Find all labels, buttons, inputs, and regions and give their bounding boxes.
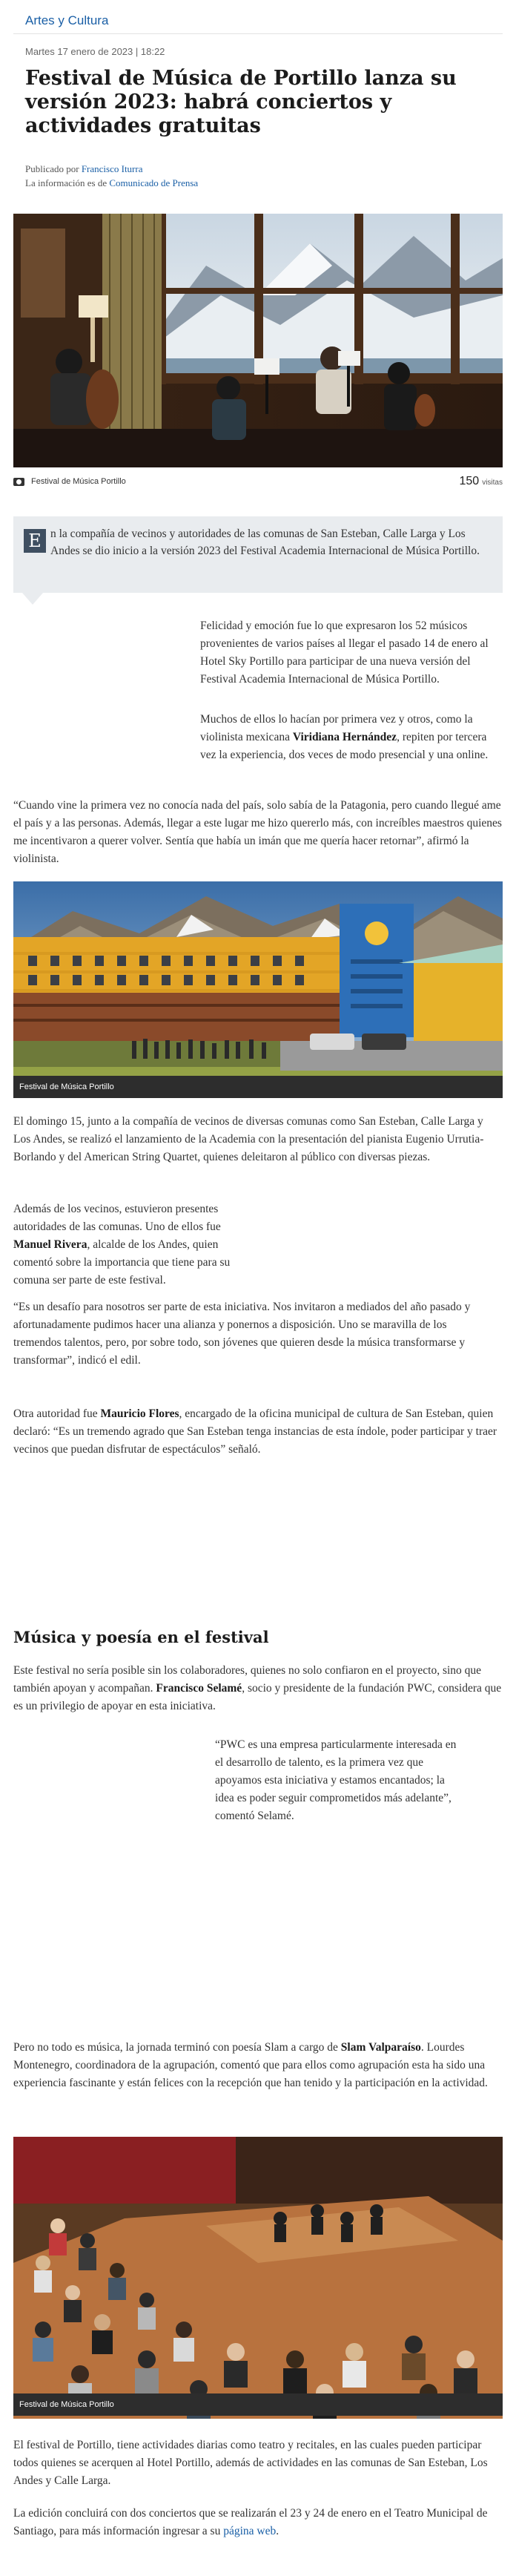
paragraph-1: Felicidad y emoción fue lo que expresaron los 52 músicos provenientes de varios países al llegar el pasado 14 de enero al Hotel Sky Portillo para participar de una nueva versión del Festival Academia Internacional de Música Portillo. bbox=[200, 620, 489, 686]
headline: Festival de Música de Portillo lanza su versión 2023: habrá conciertos y actividades gratuitas bbox=[25, 67, 457, 137]
paragraph-7 bbox=[13, 1405, 503, 1459]
figure-concert bbox=[13, 2137, 503, 2419]
hero-caption: Festival de Música Portillo bbox=[31, 477, 126, 486]
visit-label: visitas bbox=[482, 479, 503, 487]
p10-name: Slam Valparaíso bbox=[340, 2041, 421, 2054]
p5-end: , alcalde de los Andes, quien comentó sobre la importancia que tiene para su comuna ser parte de este festival. bbox=[13, 1238, 231, 1287]
paragraph-6: “Es un desafío para nosotros ser parte de esta iniciativa. Nos invitaron a mediados del año pasado y afortunadamente pudimos hacer una alianza y ponernos a disposición. Uno se maravilla de los tremendos talentos, pero, por sobre todo, son jóvenes que quieren desde la música transformarse y transformar”, indicó el edil. bbox=[13, 1301, 471, 1367]
author-link[interactable]: Francisco Iturra bbox=[81, 163, 143, 174]
p10-start: Pero no todo es música, la jornada terminó con poesía Slam a cargo de bbox=[13, 2041, 341, 2054]
p7-start: Otra autoridad fue bbox=[13, 1407, 101, 1420]
paragraph-5 bbox=[13, 1200, 257, 1289]
paragraph-10 bbox=[13, 2039, 503, 2092]
paragraph-3: “Cuando vine la primera vez no conocía nada del país, solo sabía de la Patagonia, pero cuando llegué ame el país y a las personas. Además, llegar a este lugar me hizo quererlo más, con increíbles maestros quienes me incentivaron a querer volver. Sentía que había un imán que me quería hacer retornar”, afirmó la violinista. bbox=[13, 799, 502, 865]
p7-name: Mauricio Flores bbox=[100, 1407, 179, 1420]
dropcap: E bbox=[24, 529, 46, 553]
p10-end: . Lourdes Montenegro, coordinadora de la agrupación, comentó que para ellos como agrupación esta ha sido una experiencia fascinante y están felices con la recepción que han tenido y la participación en la actividad. bbox=[13, 2041, 488, 2089]
p5-name: Manuel Rivera bbox=[13, 1238, 87, 1251]
lead-box bbox=[13, 516, 503, 593]
side-ad-slot-2 bbox=[265, 1200, 503, 1294]
hero-image bbox=[13, 214, 503, 467]
hotel-photo bbox=[13, 881, 503, 1098]
source-link[interactable]: Comunicado de Prensa bbox=[109, 177, 199, 188]
p2-end: , repiten por tercera vez la experiencia, dos veces de modo presencial y una online. bbox=[200, 731, 489, 761]
section-link[interactable]: Artes y Cultura bbox=[25, 13, 109, 27]
camera-icon bbox=[13, 478, 24, 486]
section-subhead: Música y poesía en el festival bbox=[13, 1628, 269, 1646]
p7-end: , encargado de la oficina municipal de cultura de San Esteban, quien declaró: “Es un tremendo agrado que San Esteban tenga instancias de esta índole, poder participar y traer vecinos que puedan disfrutar de espectáculos” señaló. bbox=[13, 1407, 497, 1456]
concert-photo bbox=[13, 2137, 503, 2419]
side-ad-slot bbox=[13, 616, 191, 778]
paragraph-11: El festival de Portillo, tiene actividades diarias como teatro y recitales, en las cuales pueden participar todos quienes se acerquen al Hotel Portillo, además de actividades en las comunas de San Esteban, Los Andes y Calle Larga. bbox=[13, 2439, 488, 2487]
paragraph-9: “PWC es una empresa particularmente interesada en el desarrollo de talento, es la primera vez que apoyamos esta iniciativa y estamos encantados; la idea es poder seguir comprometidos más adelante”, comentó Selamé. bbox=[215, 1738, 457, 1822]
p12-start: La edición concluirá con dos conciertos que se realizarán el 23 y 24 de enero en el Teatro Municipal de Santiago, para más información ingresar a su bbox=[13, 2507, 488, 2537]
p12-end: . bbox=[276, 2525, 280, 2537]
visit-count: 150 bbox=[459, 475, 480, 487]
published-prefix: Publicado por bbox=[25, 163, 79, 174]
website-link[interactable]: página web bbox=[223, 2525, 277, 2537]
p2-name: Viridiana Hernández bbox=[292, 731, 397, 743]
p2-start: Muchos de ellos lo hacían por primera vez y otros, como la violinista mexicana bbox=[200, 713, 473, 743]
lead-text: n la compañía de vecinos y autoridades de las comunas de San Esteban, Calle Larga y Los Andes se dio inicio a la versión 2023 del Festival Academia Internacional de Música Portillo. bbox=[50, 528, 480, 557]
figure-concert-caption: Festival de Música Portillo bbox=[13, 2393, 503, 2416]
p5-start: Además de los vecinos, estuvieron presentes autoridades de las comunas. Uno de ellos fue bbox=[13, 1203, 221, 1233]
side-ad-slot-3 bbox=[13, 1744, 199, 1914]
lead-arrow bbox=[22, 593, 43, 605]
divider bbox=[13, 33, 503, 34]
figure-hotel bbox=[13, 881, 503, 1098]
paragraph-8 bbox=[13, 1662, 503, 1715]
source-prefix: La información es de bbox=[25, 177, 108, 188]
visit-counter bbox=[460, 475, 503, 488]
figure-hotel-caption: Festival de Música Portillo bbox=[13, 1076, 503, 1098]
p8-name: Francisco Selamé bbox=[156, 1682, 242, 1695]
p8-end: , socio y presidente de la fundación PWC, considera que es un privilegio de apoyar en esta iniciativa. bbox=[13, 1682, 502, 1712]
paragraph-2-text bbox=[200, 711, 498, 764]
publish-date: Martes 17 enero de 2023 | 18:22 bbox=[25, 46, 165, 57]
paragraph-12 bbox=[13, 2505, 503, 2540]
photo-info-bar bbox=[13, 475, 503, 494]
paragraph-4: El domingo 15, junto a la compañía de vecinos de diversas comunas como San Esteban, Calle Larga y Los Andes, se realizó el lanzamiento de la Academia con la presentación del pianista Eugenio Urrutia-Borlando y del American String Quartet, quienes deleitaron al público con diversas piezas. bbox=[13, 1115, 484, 1163]
hero-photo bbox=[13, 214, 503, 467]
p8-start: Este festival no sería posible sin los colaboradores, quienes no solo confiaron en el proyecto, sino que también apoyan y acompañan. bbox=[13, 1664, 482, 1695]
byline bbox=[25, 162, 198, 190]
